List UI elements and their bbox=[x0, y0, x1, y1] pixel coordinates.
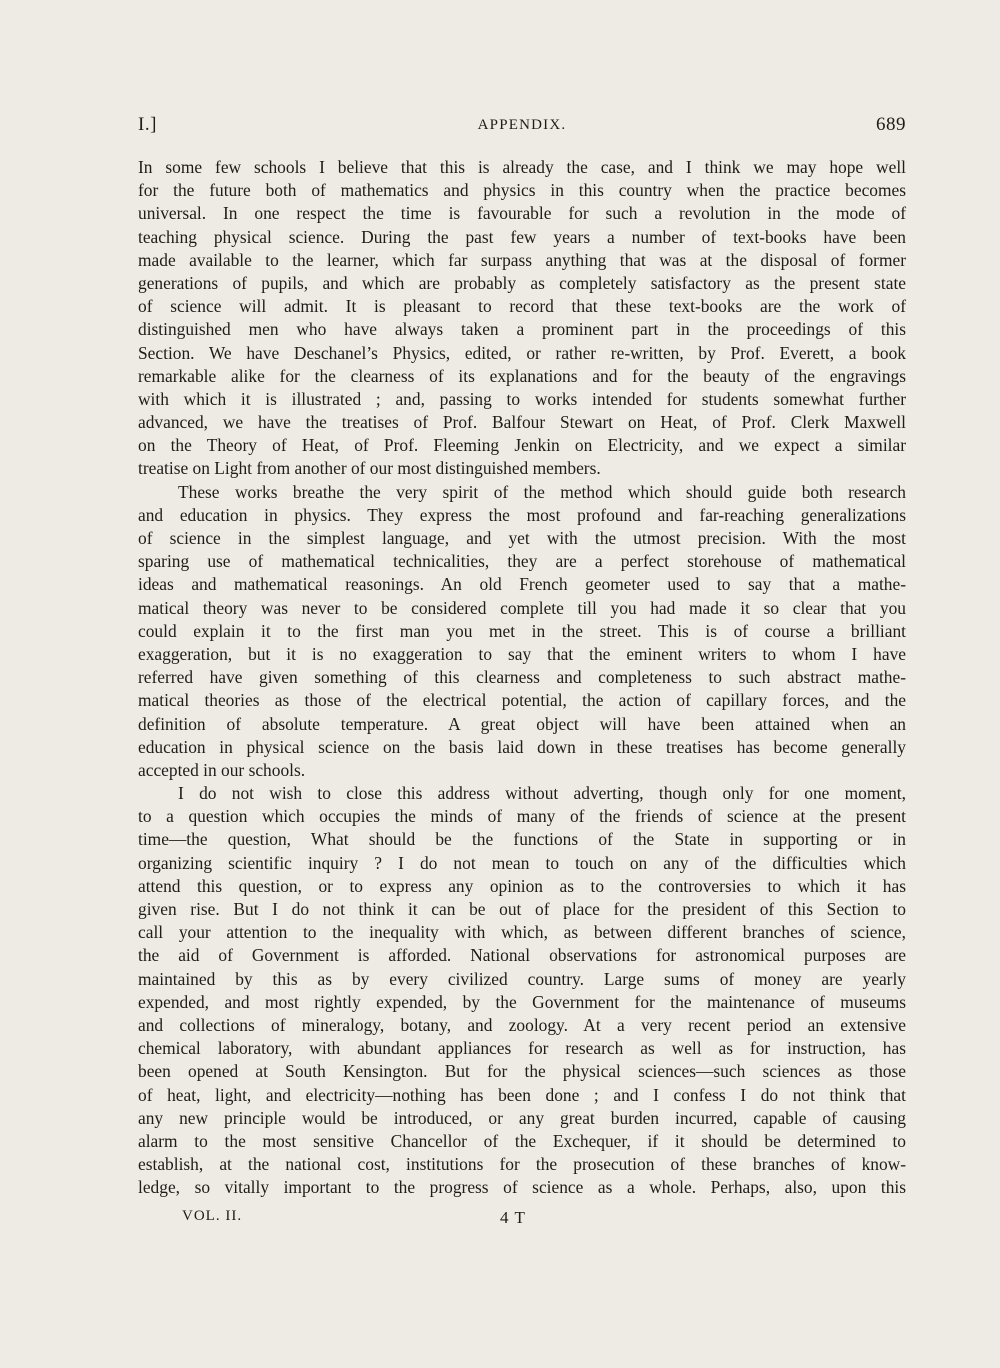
text-line: establish, at the national cost, institutions for the prosecution of these branches of know- bbox=[138, 1154, 906, 1175]
text-line: to a question which occupies the minds of many of the friends of science at the present bbox=[138, 806, 906, 827]
text-line: generations of pupils, and which are probably as completely satisfactory as the present state bbox=[138, 272, 906, 293]
text-line: and education in physics. They express the most profound and far-reaching generalizations bbox=[138, 504, 906, 525]
text-line: distinguished men who have always taken a prominent part in the proceedings of this bbox=[138, 319, 906, 340]
text-line: any new principle would be introduced, or any great burden incurred, capable of causing bbox=[138, 1107, 906, 1128]
paragraph-end-line: treatise on Light from another of our most distinguished members. bbox=[138, 458, 601, 479]
text-line: of science in the simplest language, and yet with the utmost precision. With the most bbox=[138, 528, 906, 548]
text-line: education in physical science on the basis laid down in these treatises has become generally bbox=[138, 736, 906, 757]
page-number: 689 bbox=[876, 114, 906, 135]
chapter-marker: I.] bbox=[138, 114, 157, 135]
text-line: of science will admit. It is pleasant to record that these text-books are the work of bbox=[138, 296, 906, 317]
text-line: and collections of mineralogy, botany, and zoology. At a very recent period an extensive bbox=[138, 1014, 906, 1035]
text-line: been opened at South Kensington. But for the physical sciences—such sciences as those bbox=[138, 1061, 906, 1082]
running-title: APPENDIX. bbox=[477, 117, 567, 133]
text-line: call your attention to the inequality with which, as between different branches of science, bbox=[138, 922, 906, 943]
text-line: the aid of Government is afforded. National observations for astronomical purposes are bbox=[138, 945, 906, 966]
text-line: organizing scientific inquiry ? I do not mean to touch on any of the difficulties which bbox=[138, 852, 906, 873]
text-line: alarm to the most sensitive Chancellor of the Exchequer, if it should be determined to bbox=[138, 1130, 906, 1151]
text-line: made available to the learner, which far surpass anything that was at the disposal of former bbox=[138, 249, 906, 270]
paragraph-start-line: These works breathe the very spirit of the method which should guide both research bbox=[178, 481, 906, 502]
text-line: ledge, so vitally important to the progress of science as a whole. Perhaps, also, upon this bbox=[138, 1177, 906, 1198]
running-header bbox=[138, 114, 906, 144]
text-line: remarkable alike for the clearness of its explanations and for the beauty of the engravings bbox=[138, 365, 906, 386]
body-text bbox=[138, 156, 906, 1199]
text-line: matical theory was never to be considered complete till you had made it so clear that you bbox=[138, 597, 906, 618]
paragraph-start-line: I do not wish to close this address without adverting, though only for one moment, bbox=[178, 783, 906, 804]
text-line: exaggeration, but it is no exaggeration to say that the eminent writers to whom I have bbox=[138, 643, 906, 664]
text-line: matical theories as those of the electrical potential, the action of capillary forces, and the bbox=[138, 690, 906, 711]
text-line: of heat, light, and electricity—nothing has been done ; and I confess I do not think that bbox=[138, 1084, 906, 1105]
text-line: expended, and most rightly expended, by the Government for the maintenance of museums bbox=[138, 991, 906, 1012]
signature-mark: 4 T bbox=[500, 1208, 526, 1227]
text-line: sparing use of mathematical technicalities, they are a perfect storehouse of mathematical bbox=[138, 551, 906, 572]
page-footer bbox=[0, 1208, 1000, 1232]
text-line: referred have given something of this clearness and completeness to such abstract mathe- bbox=[138, 667, 906, 688]
text-line: could explain it to the first man you met in the street. This is of course a brilliant bbox=[138, 620, 906, 641]
text-line: In some few schools I believe that this is already the case, and I think we may hope well bbox=[138, 157, 906, 177]
text-line: on the Theory of Heat, of Prof. Fleeming Jenkin on Electricity, and we expect a similar bbox=[138, 435, 906, 456]
volume-label: VOL. II. bbox=[182, 1208, 243, 1224]
text-line: chemical laboratory, with abundant appliances for research as well as for instruction, has bbox=[138, 1038, 906, 1059]
text-line: given rise. But I do not think it can be out of place for the president of this Section to bbox=[138, 899, 906, 919]
text-line: Section. We have Deschanel’s Physics, edited, or rather re-written, by Prof. Everett, a book bbox=[138, 342, 906, 363]
text-line: attend this question, or to express any opinion as to the controversies to which it has bbox=[138, 875, 906, 896]
text-line: for the future both of mathematics and physics in this country when the practice becomes bbox=[138, 180, 906, 201]
text-line: ideas and mathematical reasonings. An old French geometer used to say that a mathe- bbox=[138, 574, 906, 595]
paragraph-end-line: accepted in our schools. bbox=[138, 759, 306, 780]
text-line: advanced, we have the treatises of Prof. Balfour Stewart on Heat, of Prof. Clerk Maxwell bbox=[138, 412, 906, 433]
text-line: time—the question, What should be the functions of the State in supporting or in bbox=[138, 829, 906, 850]
text-line: teaching physical science. During the past few years a number of text-books have been bbox=[138, 226, 906, 247]
text-line: definition of absolute temperature. A great object will have been attained when an bbox=[138, 713, 906, 734]
text-line: maintained by this as by every civilized country. Large sums of money are yearly bbox=[138, 968, 906, 989]
text-line: with which it is illustrated ; and, passing to works intended for students somewhat further bbox=[138, 388, 906, 409]
text-line: universal. In one respect the time is favourable for such a revolution in the mode of bbox=[138, 203, 906, 224]
